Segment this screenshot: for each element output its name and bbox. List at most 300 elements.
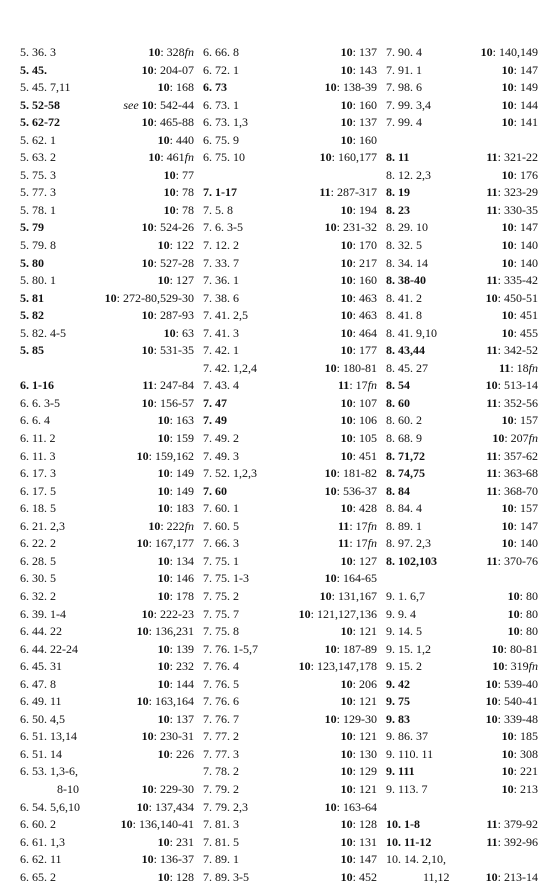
passage-reference: 7. 49 — [203, 413, 227, 428]
volume-number: 10 — [340, 395, 353, 410]
volume-number: 10 — [340, 115, 353, 130]
page-numbers: 222-23 — [160, 606, 194, 621]
citation: 10: 149 — [157, 483, 194, 498]
citation: 10: 513-14 — [485, 378, 538, 393]
passage-reference: 7. 78. 2 — [203, 764, 239, 779]
page-numbers: 149 — [176, 466, 194, 481]
passage-reference: 7. 90. 4 — [386, 45, 422, 59]
passage-reference: 6. 44. 22-24 — [20, 641, 78, 656]
index-entry — [386, 167, 538, 185]
page-numbers: 451 — [359, 448, 377, 463]
passage-reference: 6. 50. 4,5 — [20, 711, 65, 726]
volume-number: 10 — [148, 150, 161, 165]
passage-reference: 7. 49. 3 — [203, 448, 239, 463]
index-entry — [203, 114, 377, 132]
citation: 10: 131 — [340, 834, 377, 849]
citation: 11: 18fn — [498, 360, 538, 375]
passage-reference: 10. 14. 2,10, — [386, 852, 446, 867]
passage-reference: 7. 33. 7 — [203, 255, 239, 270]
index-entry — [203, 290, 377, 308]
index-entry — [203, 606, 377, 624]
volume-number: 10 — [136, 536, 149, 551]
citation: 11: 321-22 — [486, 150, 538, 165]
passage-reference: 6. 60. 2 — [20, 817, 56, 832]
volume-number: 10 — [485, 676, 498, 691]
citation: 10: 147 — [501, 220, 538, 235]
index-entry — [203, 763, 377, 781]
index-entry — [386, 623, 538, 641]
volume-number: 11 — [337, 518, 350, 533]
volume-number: 10 — [324, 483, 337, 498]
citation: 10: 106 — [340, 413, 377, 428]
volume-number: 10 — [136, 448, 149, 463]
citation: 10: 222-23 — [141, 606, 194, 621]
passage-reference: 6. 17. 5 — [20, 483, 56, 498]
citation: 10: 213-14 — [485, 869, 538, 884]
index-entry — [386, 412, 538, 430]
volume-number: 11 — [498, 360, 511, 375]
index-entry — [20, 799, 194, 817]
volume-number: 10 — [157, 413, 170, 428]
citation: 10: 159,162 — [136, 448, 194, 463]
passage-reference: 7. 77. 2 — [203, 729, 239, 744]
index-entry — [20, 658, 194, 676]
index-entry — [20, 851, 194, 869]
index-entry — [203, 132, 377, 150]
index-entry — [20, 237, 194, 255]
passage-reference: 5. 45. 7,11 — [20, 80, 71, 95]
citation: 10: 450-51 — [485, 290, 538, 305]
volume-number: 10 — [501, 325, 514, 340]
citation: 10: 183 — [157, 501, 194, 516]
volume-number: 11 — [337, 536, 350, 551]
volume-number: 11 — [486, 466, 498, 481]
citation: 10: 140 — [501, 238, 538, 253]
passage-reference: 8. 29. 10 — [386, 220, 428, 235]
citation: 10: 222fn — [148, 518, 194, 533]
volume-number: 11 — [142, 378, 154, 393]
passage-reference: 9. 113. 7 — [386, 781, 428, 796]
passage-reference: 10. 1-8 — [386, 817, 420, 832]
index-entry — [20, 606, 194, 624]
page-numbers: 144 — [520, 97, 538, 112]
passage-reference: 9. 111 — [386, 764, 415, 779]
index-entry — [20, 500, 194, 518]
citation: 10: 163,164 — [136, 694, 194, 709]
index-entry — [386, 763, 538, 781]
citation: 10: 128 — [157, 869, 194, 884]
page-numbers: 272-80,529-30 — [123, 290, 194, 305]
citation: 10: 144 — [157, 676, 194, 691]
passage-reference: 8. 89. 1 — [386, 518, 422, 533]
citation: 10: 136,231 — [136, 624, 194, 639]
index-entry — [203, 255, 377, 273]
passage-reference: 7. 42. 1,2,4 — [203, 360, 257, 375]
page-numbers: 137 — [359, 45, 377, 59]
page-numbers: 451 — [520, 308, 538, 323]
volume-number: 10 — [340, 448, 353, 463]
page-numbers: 80 — [526, 606, 538, 621]
passage-reference: 7. 89. 3-5 — [203, 869, 249, 884]
index-entry — [203, 149, 377, 167]
page-numbers: 428 — [359, 501, 377, 516]
passage-reference: 6. 11. 2 — [20, 431, 56, 446]
index-entry — [386, 851, 538, 869]
passage-reference: 9. 86. 37 — [386, 729, 428, 744]
passage-reference: 7. 76. 4 — [203, 659, 239, 674]
volume-number: 10 — [157, 553, 170, 568]
citation: 10: 122 — [157, 238, 194, 253]
page-numbers: 177 — [359, 343, 377, 358]
section-gap — [386, 799, 538, 817]
index-entry — [203, 202, 377, 220]
index-entry — [386, 219, 538, 237]
citation: 11: 330-35 — [486, 202, 538, 217]
volume-number: 10 — [148, 45, 161, 59]
index-entry — [20, 290, 194, 308]
index-entry — [203, 693, 377, 711]
volume-number: 10 — [340, 676, 353, 691]
page-numbers: 129 — [359, 764, 377, 779]
page-numbers: 207 — [510, 431, 529, 446]
page-numbers: 121 — [359, 624, 377, 639]
citation: 10: 160 — [340, 132, 377, 147]
volume-number: 10 — [157, 711, 170, 726]
index-entry — [386, 184, 538, 202]
passage-reference: 7. 98. 6 — [386, 80, 422, 95]
citation: 10: 206 — [340, 676, 377, 691]
volume-number: 10 — [141, 115, 154, 130]
index-entry — [203, 360, 377, 378]
citation: 11: 392-96 — [486, 834, 538, 849]
page-numbers: 178 — [176, 588, 194, 603]
index-entry — [20, 711, 194, 729]
passage-reference: 6. 6. 3-5 — [20, 395, 60, 410]
index-entry — [386, 62, 538, 80]
index-entry — [20, 430, 194, 448]
page-numbers: 121 — [359, 729, 377, 744]
passage-reference: 6. 75. 10 — [203, 150, 245, 165]
volume-number: 10 — [501, 220, 514, 235]
citation: 10: 140,149 — [480, 45, 538, 59]
passage-reference: 8. 38-40 — [386, 273, 426, 288]
citation: 10: 163 — [157, 413, 194, 428]
page-numbers: 18 — [516, 360, 529, 375]
citation: 11: 17fn — [337, 378, 377, 393]
volume-number: 10 — [324, 711, 337, 726]
index-entry — [203, 325, 377, 343]
footnote-marker: fn — [528, 431, 538, 446]
page-numbers: 149 — [176, 483, 194, 498]
volume-number: 10 — [340, 729, 353, 744]
volume-number: 10 — [298, 606, 311, 621]
page-numbers: 140 — [520, 255, 538, 270]
index-entry — [20, 816, 194, 834]
volume-number: 10 — [298, 659, 311, 674]
passage-reference: 5. 62. 1 — [20, 132, 56, 147]
page-numbers: 287-93 — [160, 308, 194, 323]
volume-number: 10 — [141, 729, 154, 744]
page-numbers: 164-65 — [343, 571, 377, 586]
volume-number: 10 — [485, 290, 498, 305]
passage-reference: 7. 75. 8 — [203, 624, 239, 639]
index-entry — [203, 869, 377, 886]
page-numbers: 539-40 — [504, 676, 538, 691]
citation: 11: 17fn — [337, 518, 377, 533]
index-entry — [386, 97, 538, 115]
page-numbers: 138-39 — [343, 80, 377, 95]
citation: 10: 147 — [501, 62, 538, 77]
index-entry — [386, 483, 538, 501]
passage-reference: 6. 51. 14 — [20, 746, 62, 761]
passage-reference: 5. 79 — [20, 220, 44, 235]
page-numbers: 140 — [520, 536, 538, 551]
passage-reference: 8. 45. 27 — [386, 360, 428, 375]
volume-number: 11 — [486, 483, 498, 498]
volume-number: 10 — [157, 641, 170, 656]
passage-reference: 5. 80 — [20, 255, 44, 270]
volume-number: 10 — [324, 220, 337, 235]
index-entry — [20, 465, 194, 483]
page-numbers: 107 — [359, 395, 377, 410]
page-numbers: 144 — [176, 676, 194, 691]
index-entry — [20, 62, 194, 80]
passage-reference: 7. 77. 3 — [203, 746, 239, 761]
page-numbers: 357-62 — [504, 448, 538, 463]
passage-reference: 9. 42 — [386, 676, 410, 691]
index-entry — [203, 219, 377, 237]
page-numbers: 122 — [176, 238, 194, 253]
citation: 10: 80-81 — [491, 641, 538, 656]
index-entry — [386, 448, 538, 466]
volume-number: 10 — [340, 273, 353, 288]
page-numbers: 78 — [182, 202, 194, 217]
index-entry — [386, 834, 538, 852]
citation: 10: 141 — [501, 115, 538, 130]
section-gap — [203, 167, 377, 185]
page-numbers: 137 — [176, 711, 194, 726]
index-entry — [203, 377, 377, 395]
passage-reference: 7. 91. 1 — [386, 62, 422, 77]
citation: 10: 137 — [340, 45, 377, 59]
index-entry — [20, 184, 194, 202]
citation: 10: 137 — [340, 115, 377, 130]
citation: 10: 207fn — [492, 431, 538, 446]
page-numbers: 129-30 — [343, 711, 377, 726]
page-numbers: 536-37 — [343, 483, 377, 498]
page-numbers: 217 — [359, 255, 377, 270]
citation: 11: 247-84 — [142, 378, 194, 393]
volume-number: 10 — [163, 325, 176, 340]
passage-reference: 7. 60 — [203, 483, 227, 498]
volume-number: 10 — [157, 746, 170, 761]
page-numbers: 77 — [182, 167, 194, 182]
page-numbers: 127 — [176, 273, 194, 288]
volume-number: 10 — [340, 132, 353, 147]
passage-reference: 8. 74,75 — [386, 466, 425, 481]
index-entry — [386, 711, 538, 729]
index-entry — [386, 290, 538, 308]
volume-number: 10 — [319, 150, 332, 165]
citation: 10: 139 — [157, 641, 194, 656]
index-entry — [203, 518, 377, 536]
citation: 10: 127 — [157, 273, 194, 288]
volume-number: 10 — [136, 799, 149, 814]
page-numbers: 213 — [520, 781, 538, 796]
passage-reference: 9. 15. 1,2 — [386, 641, 431, 656]
page-numbers: 147 — [359, 852, 377, 867]
volume-number: 10 — [340, 694, 353, 709]
volume-number: 10 — [507, 606, 520, 621]
index-entry — [203, 44, 377, 62]
index-entry — [386, 728, 538, 746]
passage-reference: 5. 36. 3 — [20, 45, 56, 59]
volume-number: 10 — [141, 62, 154, 77]
volume-number: 11 — [486, 395, 498, 410]
index-entry — [20, 728, 194, 746]
index-entry — [386, 746, 538, 764]
citation: 10: 144 — [501, 97, 538, 112]
citation: 10: 187-89 — [324, 641, 377, 656]
citation: 10: 157 — [501, 501, 538, 516]
passage-reference: 9. 75 — [386, 694, 410, 709]
citation: 10: 127 — [340, 553, 377, 568]
citation: 11: 17fn — [337, 536, 377, 551]
page-numbers: 128 — [359, 817, 377, 832]
passage-reference: 7. 52. 1,2,3 — [203, 466, 257, 481]
volume-number: 11 — [486, 273, 498, 288]
index-entry — [386, 518, 538, 536]
index-entry — [386, 641, 538, 659]
citation: 10: 137 — [157, 711, 194, 726]
volume-number: 10 — [492, 659, 505, 674]
volume-number: 10 — [501, 167, 514, 182]
page-numbers: 206 — [359, 676, 377, 691]
page-numbers: 368-70 — [504, 483, 538, 498]
citation: 10: 121 — [340, 729, 377, 744]
page-numbers: 160,177 — [338, 150, 377, 165]
volume-number: 10 — [340, 97, 353, 112]
index-entry — [203, 728, 377, 746]
page-numbers: 247-84 — [160, 378, 194, 393]
page-numbers: 106 — [359, 413, 377, 428]
passage-reference: 8. 41. 2 — [386, 290, 422, 305]
citation: 10: 229-30 — [141, 781, 194, 796]
passage-reference: 7. 6. 3-5 — [203, 220, 243, 235]
citation: 11: 335-42 — [486, 273, 538, 288]
passage-reference: 7. 89. 1 — [203, 852, 239, 867]
volume-number: 10 — [157, 431, 170, 446]
volume-number: 10 — [157, 466, 170, 481]
page-numbers: 137,434 — [155, 799, 194, 814]
page-numbers: 335-42 — [504, 273, 538, 288]
passage-reference: 8. 34. 14 — [386, 255, 428, 270]
index-entry — [386, 202, 538, 220]
page-numbers: 379-92 — [504, 817, 538, 832]
index-entry — [203, 342, 377, 360]
footnote-marker: fn — [367, 378, 377, 393]
page-numbers: 137 — [359, 115, 377, 130]
index-entry — [203, 799, 377, 817]
index-entry — [20, 114, 194, 132]
volume-number: 10 — [340, 413, 353, 428]
page-numbers: 123,147,178 — [317, 659, 377, 674]
volume-number: 10 — [340, 764, 353, 779]
index-entry — [20, 483, 194, 501]
citation: 10: 177 — [340, 343, 377, 358]
volume-number: 10 — [157, 273, 170, 288]
footnote-marker: fn — [184, 518, 194, 533]
volume-number: 10 — [324, 80, 337, 95]
page-numbers: 136-37 — [160, 852, 194, 867]
index-entry — [386, 816, 538, 834]
footnote-marker: fn — [528, 360, 538, 375]
passage-reference: 7. 81. 5 — [203, 834, 239, 849]
page-numbers: 231-32 — [343, 220, 377, 235]
passage-reference: 8. 32. 5 — [386, 238, 422, 253]
page-numbers: 105 — [359, 431, 377, 446]
index-entry — [386, 272, 538, 290]
citation: 10: 461fn — [148, 150, 194, 165]
index-column-2 — [203, 44, 377, 886]
passage-reference: 6. 54. 5,6,10 — [20, 799, 80, 814]
section-gap — [20, 360, 194, 378]
passage-reference: 6. 22. 2 — [20, 536, 56, 551]
volume-number: 10 — [501, 781, 514, 796]
volume-number: 10 — [148, 518, 161, 533]
passage-reference: 5. 62-72 — [20, 115, 60, 130]
volume-number: 10 — [492, 431, 505, 446]
citation: 11: 342-52 — [486, 343, 538, 358]
citation: 10: 217 — [340, 255, 377, 270]
citation: 11: 363-68 — [486, 466, 538, 481]
passage-reference: 6. 75. 9 — [203, 132, 239, 147]
index-entry — [203, 588, 377, 606]
index-entry — [20, 342, 194, 360]
passage-reference: 7. 41. 3 — [203, 325, 239, 340]
page-numbers: 17 — [355, 378, 368, 393]
passage-reference: 6. 62. 11 — [20, 852, 62, 867]
citation: 10: 121 — [340, 624, 377, 639]
passage-reference: 6. 17. 3 — [20, 466, 56, 481]
page-numbers: 136,231 — [155, 624, 194, 639]
citation: 10: 428 — [340, 501, 377, 516]
citation: 10: 143 — [340, 62, 377, 77]
citation: 10: 163-64 — [324, 799, 377, 814]
volume-number: 11 — [486, 185, 498, 200]
page-numbers: 183 — [176, 501, 194, 516]
page-numbers: 121 — [359, 694, 377, 709]
passage-reference: 5. 81 — [20, 290, 44, 305]
page-numbers: 128 — [176, 869, 194, 884]
passage-reference: 6. 47. 8 — [20, 676, 56, 691]
passage-reference: 7. 38. 6 — [203, 290, 239, 305]
index-entry — [203, 395, 377, 413]
passage-reference: 7. 36. 1 — [203, 273, 239, 288]
index-entry — [203, 237, 377, 255]
page-numbers: 121,127,136 — [317, 606, 377, 621]
page-numbers: 187-89 — [343, 641, 377, 656]
page-numbers: 159 — [176, 431, 194, 446]
page-numbers: 230-31 — [160, 729, 194, 744]
passage-reference: 6. 45. 31 — [20, 659, 62, 674]
page-numbers: 157 — [520, 413, 538, 428]
page-numbers: 130 — [359, 746, 377, 761]
citation: 10: 181-82 — [324, 466, 377, 481]
index-entry — [203, 570, 377, 588]
page-numbers: 308 — [520, 746, 538, 761]
index-entry — [386, 342, 538, 360]
